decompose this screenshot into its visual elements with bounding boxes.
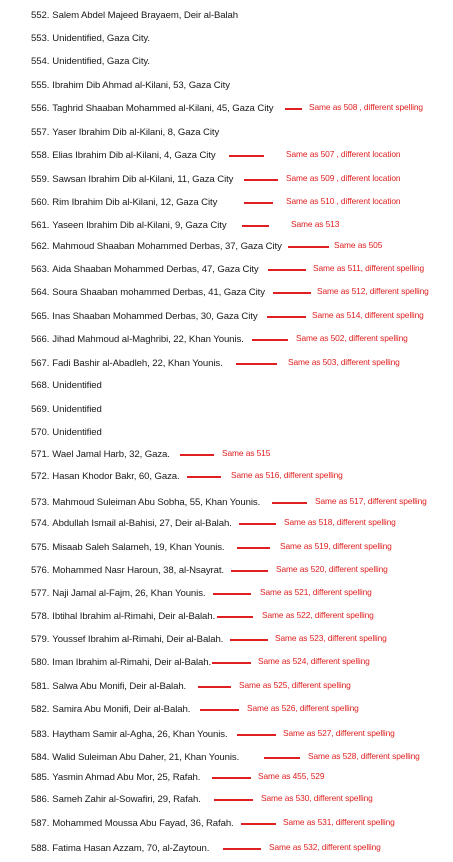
list-item (31, 565, 224, 576)
entry-text: Mohammed Nasr Haroun, 38, al-Nsayrat. (52, 565, 225, 576)
entry-number: 576. (31, 565, 50, 576)
entry-number: 574. (31, 518, 50, 529)
annotation-dash (268, 269, 306, 271)
entry-text: Inas Shaaban Mohammed Derbas, 30, Gaza City (52, 311, 258, 322)
entry-text: Unidentified (52, 404, 102, 415)
entry-text: Abdullah Ismail al-Bahisi, 27, Deir al-Balah. (52, 518, 232, 529)
entry-text: Taghrid Shaaban Mohammed al-Kilani, 45, Gaza City (52, 103, 274, 114)
annotation-dash (187, 476, 221, 478)
entry-text: Unidentified (52, 380, 102, 391)
annotation-note: Same as 510 , different location (286, 196, 401, 206)
annotation-note: Same as 505 (334, 240, 383, 250)
annotation-dash (237, 547, 270, 549)
annotation-note: Same as 503, different spelling (288, 357, 400, 367)
annotation-note: Same as 514, different spelling (312, 310, 424, 320)
list-item (31, 449, 170, 460)
annotation-dash (212, 777, 251, 779)
entry-number: 553. (31, 33, 50, 44)
annotation-dash (239, 523, 276, 525)
annotation-note: Same as 524, different spelling (258, 656, 370, 666)
list-item (31, 311, 258, 322)
annotation-note: Same as 527, different spelling (283, 728, 395, 738)
annotation-dash (198, 686, 231, 688)
annotation-dash (230, 639, 268, 641)
entry-text: Naji Jamal al-Fajm, 26, Khan Younis. (52, 588, 206, 599)
entry-text: Walid Suleiman Abu Daher, 21, Khan Younis. (52, 752, 240, 763)
entry-text: Hasan Khodor Bakr, 60, Gaza. (52, 471, 180, 482)
entry-text: Fatima Hasan Azzam, 70, al-Zaytoun. (52, 843, 210, 854)
annotation-dash (242, 225, 269, 227)
entry-text: Yaser Ibrahim Dib al-Kilani, 8, Gaza City (52, 127, 220, 138)
entry-text: Yasmin Ahmad Abu Mor, 25, Rafah. (52, 772, 201, 783)
annotation-note: Same as 522, different spelling (262, 610, 374, 620)
annotation-note: Same as 513 (291, 219, 340, 229)
entry-number: 567. (31, 358, 50, 369)
annotation-note: Same as 509 , different location (286, 173, 401, 183)
entry-number: 586. (31, 794, 50, 805)
list-item (31, 334, 244, 345)
annotation-note: Same as 519, different spelling (280, 541, 392, 551)
entry-text: Mahmoud Shaaban Mohammed Derbas, 37, Gaza City (52, 241, 282, 252)
annotation-dash (285, 108, 302, 110)
entry-text: Salwa Abu Monifi, Deir al-Balah. (52, 681, 187, 692)
annotation-dash (180, 454, 214, 456)
annotation-dash (273, 292, 311, 294)
entry-text: Ibtihal Ibrahim al-Rimahi, Deir al-Balah. (52, 611, 216, 622)
entry-text: Aida Shaaban Mohammed Derbas, 47, Gaza City (52, 264, 259, 275)
annotation-note: Same as 525, different spelling (239, 680, 351, 690)
entry-number: 572. (31, 471, 50, 482)
list-item (31, 471, 180, 482)
list-item (31, 843, 209, 854)
entry-text: Salem Abdel Majeed Brayaem, Deir al-Balah (52, 10, 239, 21)
entry-number: 560. (31, 197, 50, 208)
entry-number: 569. (31, 404, 50, 415)
entry-number: 557. (31, 127, 50, 138)
list-item (31, 704, 190, 715)
list-item (31, 518, 232, 529)
annotation-dash (213, 593, 251, 595)
annotation-dash (237, 734, 276, 736)
annotation-note: Same as 530, different spelling (261, 793, 373, 803)
annotation-dash (264, 757, 300, 759)
entry-text: Unidentified, Gaza City. (52, 33, 150, 44)
list-item (31, 772, 200, 783)
list-item (31, 241, 282, 252)
entry-number: 570. (31, 427, 50, 438)
entry-number: 558. (31, 150, 50, 161)
annotation-note: Same as 528, different spelling (308, 751, 420, 761)
list-item (31, 794, 201, 805)
list-item (31, 729, 228, 740)
entry-number: 562. (31, 241, 50, 252)
entry-text: Mahmoud Suleiman Abu Sobha, 55, Khan Younis. (52, 497, 261, 508)
annotation-dash (223, 848, 261, 850)
entry-number: 588. (31, 843, 50, 854)
list-item (31, 818, 234, 829)
list-item (31, 80, 230, 91)
annotation-note: Same as 521, different spelling (260, 587, 372, 597)
entry-number: 582. (31, 704, 50, 715)
entry-number: 561. (31, 220, 50, 231)
entry-number: 578. (31, 611, 50, 622)
list-item (31, 127, 219, 138)
annotation-dash (200, 709, 239, 711)
list-item (31, 33, 150, 44)
annotation-dash (236, 363, 277, 365)
annotation-note: Same as 507 , different location (286, 149, 401, 159)
annotation-note: Same as 455, 529 (258, 771, 325, 781)
annotation-note: Same as 508 , different spelling (309, 102, 423, 112)
annotation-dash (267, 316, 306, 318)
entry-text: Rim Ibrahim Dib al-Kilani, 12, Gaza City (52, 197, 218, 208)
annotation-note: Same as 511, different spelling (313, 263, 425, 273)
entry-number: 559. (31, 174, 50, 185)
entry-number: 571. (31, 449, 50, 460)
annotation-note: Same as 520, different spelling (276, 564, 388, 574)
entry-text: Fadi Bashir al-Abadleh, 22, Khan Younis. (52, 358, 223, 369)
list-item (31, 657, 211, 668)
entry-number: 552. (31, 10, 50, 21)
list-item (31, 634, 223, 645)
annotation-note: Same as 515 (222, 448, 271, 458)
entry-text: Youssef Ibrahim al-Rimahi, Deir al-Balah. (52, 634, 224, 645)
annotation-dash (288, 246, 329, 248)
annotation-note: Same as 518, different spelling (284, 517, 396, 527)
list-item (31, 380, 102, 391)
list-item (31, 56, 150, 67)
annotation-dash (214, 799, 253, 801)
entry-text: Sameh Zahir al-Sowafiri, 29, Rafah. (52, 794, 201, 805)
entry-text: Haytham Samir al-Agha, 26, Khan Younis. (52, 729, 228, 740)
list-item (31, 497, 260, 508)
entry-number: 579. (31, 634, 50, 645)
annotation-dash (231, 570, 268, 572)
list-item (31, 174, 233, 185)
entry-number: 555. (31, 80, 50, 91)
entry-number: 583. (31, 729, 50, 740)
entry-number: 568. (31, 380, 50, 391)
annotation-dash (212, 662, 251, 664)
entry-text: Wael Jamal Harb, 32, Gaza. (52, 449, 170, 460)
entry-text: Jihad Mahmoud al-Maghribi, 22, Khan Younis. (52, 334, 244, 345)
entry-number: 584. (31, 752, 50, 763)
entry-text: Misaab Saleh Salameh, 19, Khan Younis. (52, 542, 225, 553)
entry-number: 563. (31, 264, 50, 275)
entry-number: 575. (31, 542, 50, 553)
annotation-note: Same as 532, different spelling (269, 842, 381, 852)
list-item (31, 542, 225, 553)
list-item (31, 358, 223, 369)
list-item (31, 264, 259, 275)
annotation-note: Same as 517, different spelling (315, 496, 427, 506)
annotation-dash (272, 502, 307, 504)
annotation-dash (229, 155, 264, 157)
entry-number: 585. (31, 772, 50, 783)
list-item (31, 588, 205, 599)
list-item (31, 752, 239, 763)
list-item (31, 197, 217, 208)
entry-number: 556. (31, 103, 50, 114)
list-item (31, 611, 215, 622)
list-item (31, 404, 102, 415)
entry-text: Unidentified, Gaza City. (52, 56, 150, 67)
entry-number: 565. (31, 311, 50, 322)
entry-text: Elias Ibrahim Dib al-Kilani, 4, Gaza City (52, 150, 216, 161)
annotation-dash (252, 339, 288, 341)
annotation-note: Same as 502, different spelling (296, 333, 408, 343)
list-item (31, 220, 227, 231)
entry-number: 580. (31, 657, 50, 668)
annotation-note: Same as 512, different spelling (317, 286, 429, 296)
entry-number: 564. (31, 287, 50, 298)
entry-text: Yaseen Ibrahim Dib al-Kilani, 9, Gaza City (52, 220, 227, 231)
entry-number: 581. (31, 681, 50, 692)
list-item (31, 427, 102, 438)
entry-text: Iman Ibrahim al-Rimahi, Deir al-Balah. (52, 657, 212, 668)
list-item (31, 103, 274, 114)
list-item (31, 150, 216, 161)
entry-text: Soura Shaaban mohammed Derbas, 41, Gaza City (52, 287, 265, 298)
entry-number: 577. (31, 588, 50, 599)
entry-text: Ibrahim Dib Ahmad al-Kilani, 53, Gaza City (52, 80, 230, 91)
list-item (31, 681, 186, 692)
entry-text: Unidentified (52, 427, 102, 438)
entry-number: 566. (31, 334, 50, 345)
entry-text: Sawsan Ibrahim Dib al-Kilani, 11, Gaza City (52, 174, 234, 185)
annotation-dash (217, 616, 253, 618)
entry-number: 587. (31, 818, 50, 829)
list-item (31, 10, 238, 21)
annotation-dash (241, 823, 276, 825)
entry-number: 554. (31, 56, 50, 67)
annotation-note: Same as 523, different spelling (275, 633, 387, 643)
entry-number: 573. (31, 497, 50, 508)
annotation-note: Same as 516, different spelling (231, 470, 343, 480)
annotation-dash (244, 202, 273, 204)
annotation-note: Same as 531, different spelling (283, 817, 395, 827)
entry-text: Samira Abu Monifi, Deir al-Balah. (52, 704, 191, 715)
annotation-dash (244, 179, 278, 181)
list-item (31, 287, 265, 298)
annotation-note: Same as 526, different spelling (247, 703, 359, 713)
entry-text: Mohammed Moussa Abu Fayad, 36, Rafah. (52, 818, 234, 829)
